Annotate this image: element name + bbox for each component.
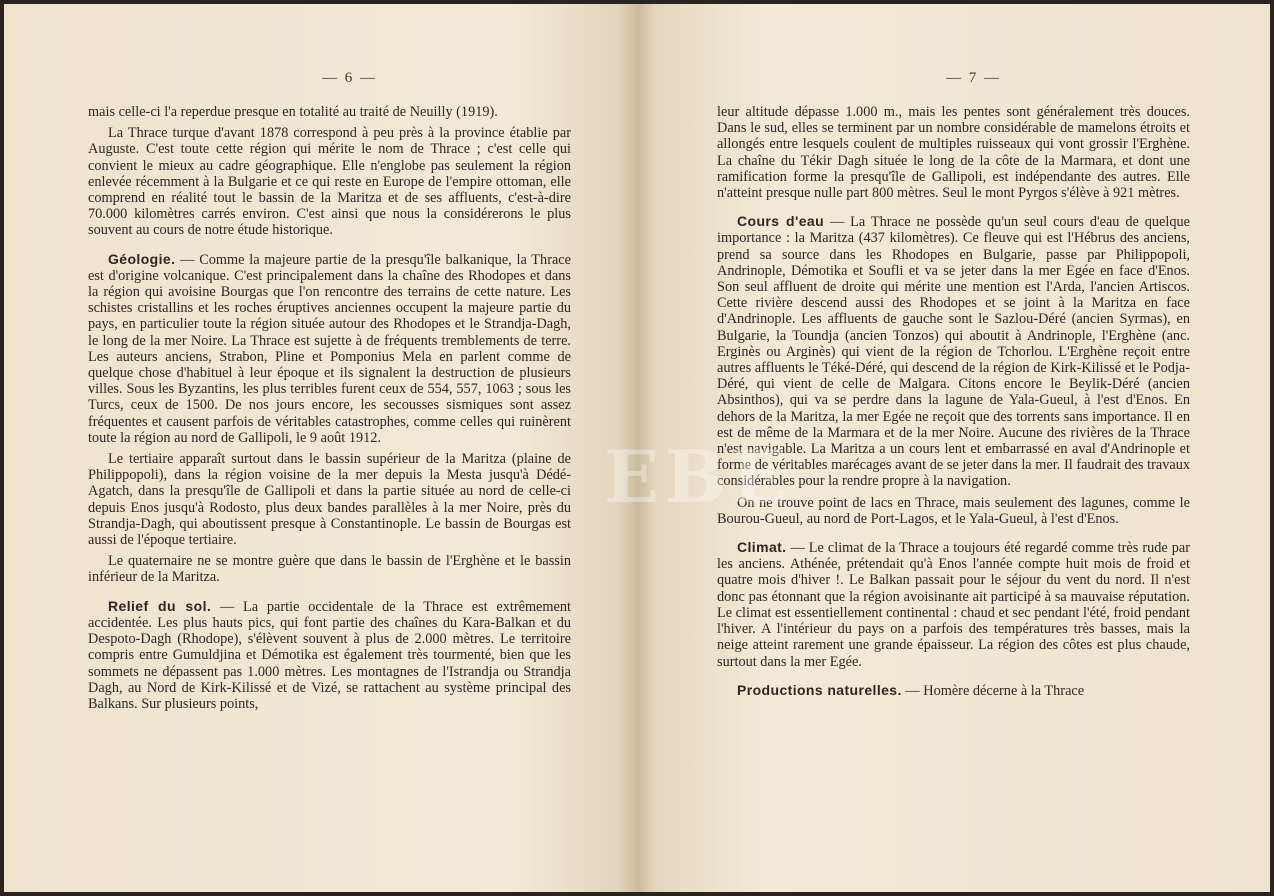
paragraph-text: mais celle-ci l'a reperdue presque en totalité au traité de Neuilly (1919). xyxy=(88,104,498,120)
paragraph-text: Le quaternaire ne se montre guère que dans le bassin de l'Erghène et le bassin inférieur de la Maritza. xyxy=(88,553,571,586)
paragraph-text: La Thrace turque d'avant 1878 correspond à peu près à la province établie par Auguste. C'est toute cette région qui mérite le nom de Thrace ; c'est celle qui convient le mieux au cadre géographique. Elle n'englobe pas seulement la région enlevée récemment à la Bulgarie et ce qui reste en Europe de l'empire ottoman, elle comprend en réalité tout le bassin de la Maritza et de ses affluents, c'est-à-dire 70.000 kilomètres carrés environ. C'est ainsi que nous la considérerons le plus souvent au cours de notre étude historique. xyxy=(88,125,571,239)
section-heading: Climat. xyxy=(737,539,787,556)
watermark: EBE xyxy=(604,434,793,519)
paragraph xyxy=(88,598,571,712)
paragraph xyxy=(88,104,571,120)
section-heading: Relief du sol. xyxy=(108,597,212,614)
paragraph xyxy=(717,539,1190,670)
paragraph-text: — La partie occidentale de la Thrace est extrêmement accidentée. Les plus hauts pics, qui font partie des chaînes du Kara-Balkan et du Despoto-Dagh (Rhodope), s'élèvent souvent à plus de 2.000 mètres. Le territoire compris entre Gumuldjina et Démotika est également très tourmenté, bien que les sommets ne dépassent pas 1.000 mètres. Les montagnes de l'Istrandja ou Strandja Dagh, au Nord de Kirk-Kilissé et de Vizé, se rattachent au système principal des Balkans. Sur plusieurs points, xyxy=(88,598,571,712)
section-heading: Cours d'eau xyxy=(737,213,825,230)
paragraph-text: — Comme la majeure partie de la presqu'île balkanique, la Thrace est d'origine volcanique. C'est principalement dans la chaîne des Rhodopes et dans la région qui avoisine Bourgas que l'on rencontre des terrains de cette nature. Les schistes cristallins et les roches éruptives anciennes occupent la majeure partie du pays, en particulier toute la région située autour des Rhodopes et le Strandja-Dagh, le long de la mer Noire. La Thrace est sujette à de fréquents tremblements de terre. Les auteurs anciens, Strabon, Pline et Pomponius Mela en parlent comme de quelque chose d'habituel à leur époque et ils signalent la destruction de plusieurs villes. Sous les Byzantins, les plus terribles furent ceux de 554, 557, 1063 ; sous les Turcs, ceux de 1500. De nos jours encore, les secousses sismiques sont assez fréquentes et causent parfois de véritables catastrophes, comme celles qui ruinèrent toute la région au nord de Gallipoli, le 9 août 1912. xyxy=(88,251,571,446)
paragraph xyxy=(88,125,571,238)
book-spread xyxy=(4,4,1270,892)
paragraph-text: — Le climat de la Thrace a toujours été regardé comme très rude par les anciens. Athénée, prétendait qu'à Enos l'année compte huit mois de froid et quatre mois d'hiver !. Le Balkan passait pour le séjour du vent du nord. Il n'est donc pas étonnant que la région avoisinante ait participé à sa mauvaise réputation. Le climat est essentiellement continental : chaud et sec pendant l'été, froid pendant l'hiver. A l'intérieur du pays on a parfois des températures très basses, mais la neige atteint rarement une grande épaisseur. La région des côtes est plus chaude, surtout dans la mer Egée. xyxy=(717,540,1191,670)
paragraph xyxy=(88,251,571,446)
left-page xyxy=(4,4,637,892)
paragraph-text: On ne trouve point de lacs en Thrace, mais seulement des lagunes, comme le Bourou-Gueul, au nord de Port-Lagos, et le Yala-Gueul, à l'est d'Enos. xyxy=(717,494,1190,527)
section-heading: Productions naturelles. xyxy=(737,681,902,698)
paragraph xyxy=(717,495,1190,527)
paragraph xyxy=(717,213,1190,489)
paragraph-text: leur altitude dépasse 1.000 m., mais les pentes sont généralement très douces. Dans le sud, elles se terminent par un nombre considérable de mamelons étroits et allongés entre lesquels coulent de multiples ruisseaux qui vont grossir l'Erghène. La chaîne du Tékir Dagh située le long de la côte de la Marmara, et dont une ramification forme la presqu'île de Gallipoli, est indépendante des autres. Elle n'atteint presque nulle part 800 mètres. Seul le mont Pyrgos s'élève à 921 mètres. xyxy=(717,104,1190,202)
page-number: — 7 — xyxy=(946,70,1001,86)
paragraph-text: — Homère décerne à la Thrace xyxy=(901,682,1085,699)
right-page xyxy=(637,4,1270,892)
page-number: — 6 — xyxy=(322,70,377,86)
paragraph xyxy=(88,553,571,585)
page-body xyxy=(88,104,571,712)
page-body xyxy=(717,104,1190,699)
paragraph xyxy=(88,451,571,548)
section-heading: Géologie. xyxy=(108,250,176,267)
paragraph-text: — La Thrace ne possède qu'un seul cours d'eau de quelque importance : la Maritza (437 kilomètres). Ce fleuve qui est l'Hébrus des anciens, prend sa source dans les Rhodopes en Bulgarie, passe par Philippopoli, Andrinople, Démotika et Soufli et va se jeter dans la mer Egée en face d'Enos. Son seul affluent de droite qui mérite une mention est l'Arda, l'ancien Artiscos. Cette rivière descend aussi des Rhodopes et se joint à la Maritza en face d'Andrinople. Les affluents de gauche sont le Sazlou-Déré (ancien Syrmas), en Bulgarie, la Toundja (ancien Tonzos) qui aboutit à Andrinople, l'Erghène (anc. Erginès ou Arginès) qui vient de la région de Tchorlou. L'Erghène reçoit entre autres affluents le Téké-Déré, qui descend de la région de Kirk-Kilissé et le Podja-Déré, qui vient de celle de Malgara. Citons encore le Beylik-Déré (ancien Absinthos), qui va se perdre dans la lagune de Yala-Gueul, à l'est d'Enos. En dehors de la Maritza, la mer Egée ne reçoit que des torrents sans importance. Il en est de même de la Marmara et de la mer Noire. Aucune des rivières de la Thrace n'est navigable. La Maritza a un cours lent et embarrassé en aval d'Andrinople et forme de véritables marécages avant de se jeter dans la mer. Il faudrait des travaux considérables pour la rendre propre à la navigation. xyxy=(717,214,1190,490)
paragraph-text: Le tertiaire apparaît surtout dans le bassin supérieur de la Maritza (plaine de Philippopoli), dans la région voisine de la mer depuis la Mesta jusqu'à Dédé-Agatch, dans la presqu'île de Gallipoli et dans la partie située au nord de celle-ci depuis Enos jusqu'à Rodosto, plus deux bandes parallèles à la mer Noire, près du Strandja-Dagh, qui aboutissent presque à Constantinople. Le bassin de Bourgas est aussi de l'époque tertiaire. xyxy=(88,451,571,549)
paragraph xyxy=(717,682,1190,699)
paragraph xyxy=(717,104,1190,201)
